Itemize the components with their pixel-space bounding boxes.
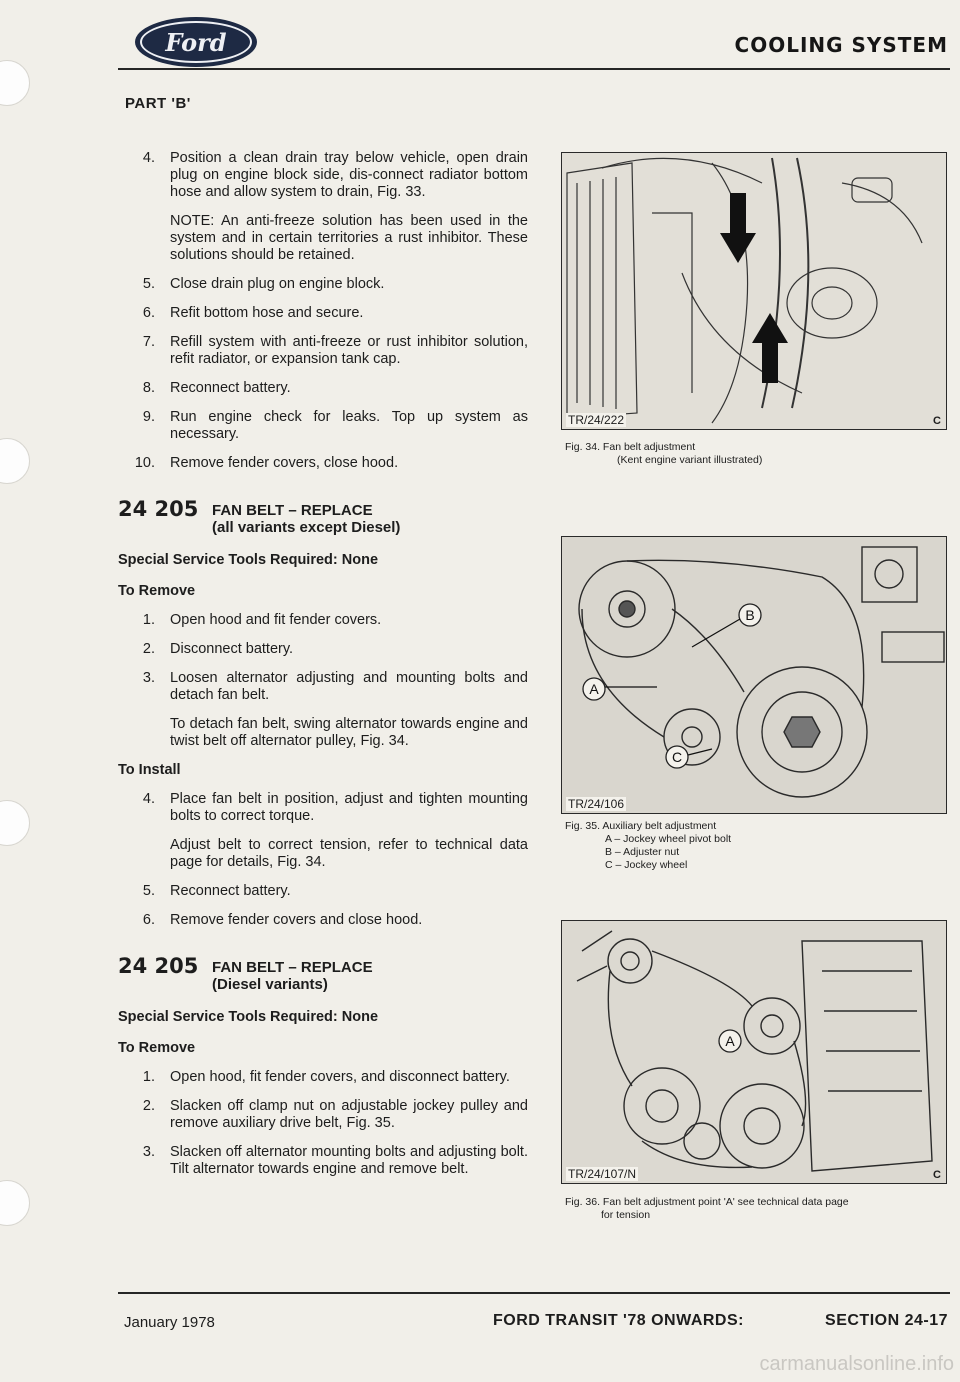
label-c: C <box>671 749 683 765</box>
step-6 <box>118 305 528 322</box>
step-4 <box>118 150 528 201</box>
diesel-belt-illustration <box>562 921 946 1183</box>
ford-logo <box>135 17 257 67</box>
section-heading <box>118 498 528 536</box>
step-text: Refill system with anti-freeze or rust inhibitor solution, refit radiator, or expansion tank cap. <box>170 334 528 367</box>
left-column <box>118 150 528 1190</box>
footer-section: SECTION 24-17 <box>825 1312 948 1329</box>
step-3 <box>118 1144 528 1178</box>
figure-ref-code: TR/24/222 <box>568 413 625 427</box>
note: NOTE: An anti-freeze solution has been used in the system and in certain territories a rust inhibitor. These solutions should be retained. <box>170 213 528 263</box>
header-rule <box>118 68 950 70</box>
step-text: Reconnect battery. <box>170 380 291 396</box>
binder-hole <box>0 60 30 106</box>
step-8 <box>118 380 528 397</box>
subheading-remove: To Remove <box>118 583 196 599</box>
step-2 <box>118 1098 528 1132</box>
caption-line: Fig. 36. Fan belt adjustment point 'A' see technical data page <box>565 1196 849 1208</box>
caption-line: (Kent engine variant illustrated) <box>617 454 763 466</box>
step-number: 3. <box>142 1144 155 1160</box>
step-number: 3. <box>142 670 155 686</box>
section-subtitle-line: (all variants except Diesel) <box>212 519 401 536</box>
step-text: Run engine check for leaks. Top up system as necessary. <box>170 409 528 442</box>
section-title <box>212 955 373 993</box>
caption-line: Fig. 35. Auxiliary belt adjustment <box>565 820 717 832</box>
watermark: carmanualsonline.info <box>759 1353 954 1375</box>
label-b: B <box>745 607 755 623</box>
step-text: Place fan belt in position, adjust and tighten mounting bolts to correct torque. <box>170 791 528 824</box>
binder-hole <box>0 800 30 846</box>
figure-36-image <box>561 920 947 1184</box>
step-10 <box>118 455 528 472</box>
step-number: 8. <box>142 380 155 396</box>
footer-publication: FORD TRANSIT '78 ONWARDS: <box>493 1312 744 1329</box>
section-number: 24 205 <box>118 954 199 978</box>
figure-copyright-mark: C <box>933 415 941 427</box>
part-label: PART 'B' <box>125 95 191 112</box>
section-title <box>212 498 400 536</box>
step-number: 6. <box>142 305 155 321</box>
step-number: 5. <box>142 276 155 292</box>
step-text: Remove fender covers, close hood. <box>170 455 399 471</box>
caption-line: B – Adjuster nut <box>605 846 680 858</box>
figure-ref-code: TR/24/106 <box>568 797 625 811</box>
caption-line: A – Jockey wheel pivot bolt <box>605 833 732 845</box>
section-heading <box>118 955 528 993</box>
caption-line: for tension <box>601 1209 651 1221</box>
label-a: A <box>589 681 599 697</box>
step-text: Slacken off alternator mounting bolts and adjusting bolt. Tilt alternator towards engine and remove belt. <box>170 1144 528 1177</box>
step-3 <box>118 670 528 704</box>
step-number: 10. <box>134 455 155 471</box>
figure-35-caption <box>565 820 731 872</box>
step-6 <box>118 912 528 929</box>
figure-34-image <box>561 152 947 430</box>
step-number: 7. <box>142 334 155 350</box>
step-number: 6. <box>142 912 155 928</box>
step-text: Reconnect battery. <box>170 883 291 899</box>
figure-35-image <box>561 536 947 814</box>
step-text: Position a clean drain tray below vehicle, open drain plug on engine block side, dis-connect radiator bottom hose and allow system to drain, Fig. 33. <box>170 150 528 200</box>
step-text: Disconnect battery. <box>170 641 294 657</box>
caption-line: C – Jockey wheel <box>605 859 688 871</box>
step-number: 4. <box>142 150 155 166</box>
figure-34-caption <box>565 441 762 467</box>
subheading-install: To Install <box>118 762 181 778</box>
note: To detach fan belt, swing alternator towards engine and twist belt off alternator pulley, Fig. 34. <box>170 716 528 749</box>
step-number: 2. <box>142 641 155 657</box>
caption-line: Fig. 34. Fan belt adjustment <box>565 441 696 453</box>
step-text: Slacken off clamp nut on adjustable jockey pulley and remove auxiliary drive belt, Fig. 35. <box>170 1098 528 1131</box>
binder-hole <box>0 1180 30 1226</box>
step-7 <box>118 334 528 368</box>
figure-36-caption <box>565 1196 849 1222</box>
footer-date: January 1978 <box>124 1314 215 1331</box>
fan-belt-illustration <box>562 153 946 429</box>
figure-copyright-mark: C <box>933 1169 941 1181</box>
step-number: 2. <box>142 1098 155 1114</box>
step-text: Refit bottom hose and secure. <box>170 305 364 321</box>
step-number: 4. <box>142 791 155 807</box>
step-number: 1. <box>142 1069 155 1085</box>
step-text: Remove fender covers and close hood. <box>170 912 423 928</box>
binder-hole <box>0 438 30 484</box>
special-tools: Special Service Tools Required: None <box>118 1009 379 1025</box>
note: Adjust belt to correct tension, refer to technical data page for details, Fig. 34. <box>170 837 528 870</box>
step-text: Close drain plug on engine block. <box>170 276 385 292</box>
step-text: Loosen alternator adjusting and mounting bolts and detach fan belt. <box>170 670 528 703</box>
ford-logo-text: Ford <box>140 21 252 63</box>
step-5 <box>118 276 528 293</box>
step-text: Open hood, fit fender covers, and disconnect battery. <box>170 1069 510 1085</box>
section-title-line: FAN BELT – REPLACE <box>212 959 373 976</box>
step-number: 5. <box>142 883 155 899</box>
step-number: 9. <box>142 409 155 425</box>
special-tools: Special Service Tools Required: None <box>118 552 379 568</box>
footer-rule <box>118 1292 950 1294</box>
auxiliary-belt-illustration <box>562 537 946 813</box>
step-text: Open hood and fit fender covers. <box>170 612 382 628</box>
step-5 <box>118 883 528 900</box>
section-title-line: FAN BELT – REPLACE <box>212 502 373 519</box>
section-subtitle-line: (Diesel variants) <box>212 976 328 993</box>
step-1 <box>118 1069 528 1086</box>
figure-ref-code: TR/24/107/N <box>568 1167 637 1181</box>
step-number: 1. <box>142 612 155 628</box>
section-number: 24 205 <box>118 497 199 521</box>
subheading-remove: To Remove <box>118 1040 196 1056</box>
step-4 <box>118 791 528 825</box>
step-1 <box>118 612 528 629</box>
step-9 <box>118 409 528 443</box>
label-a: A <box>725 1033 735 1049</box>
page-header-title: COOLING SYSTEM <box>734 33 948 57</box>
step-2 <box>118 641 528 658</box>
